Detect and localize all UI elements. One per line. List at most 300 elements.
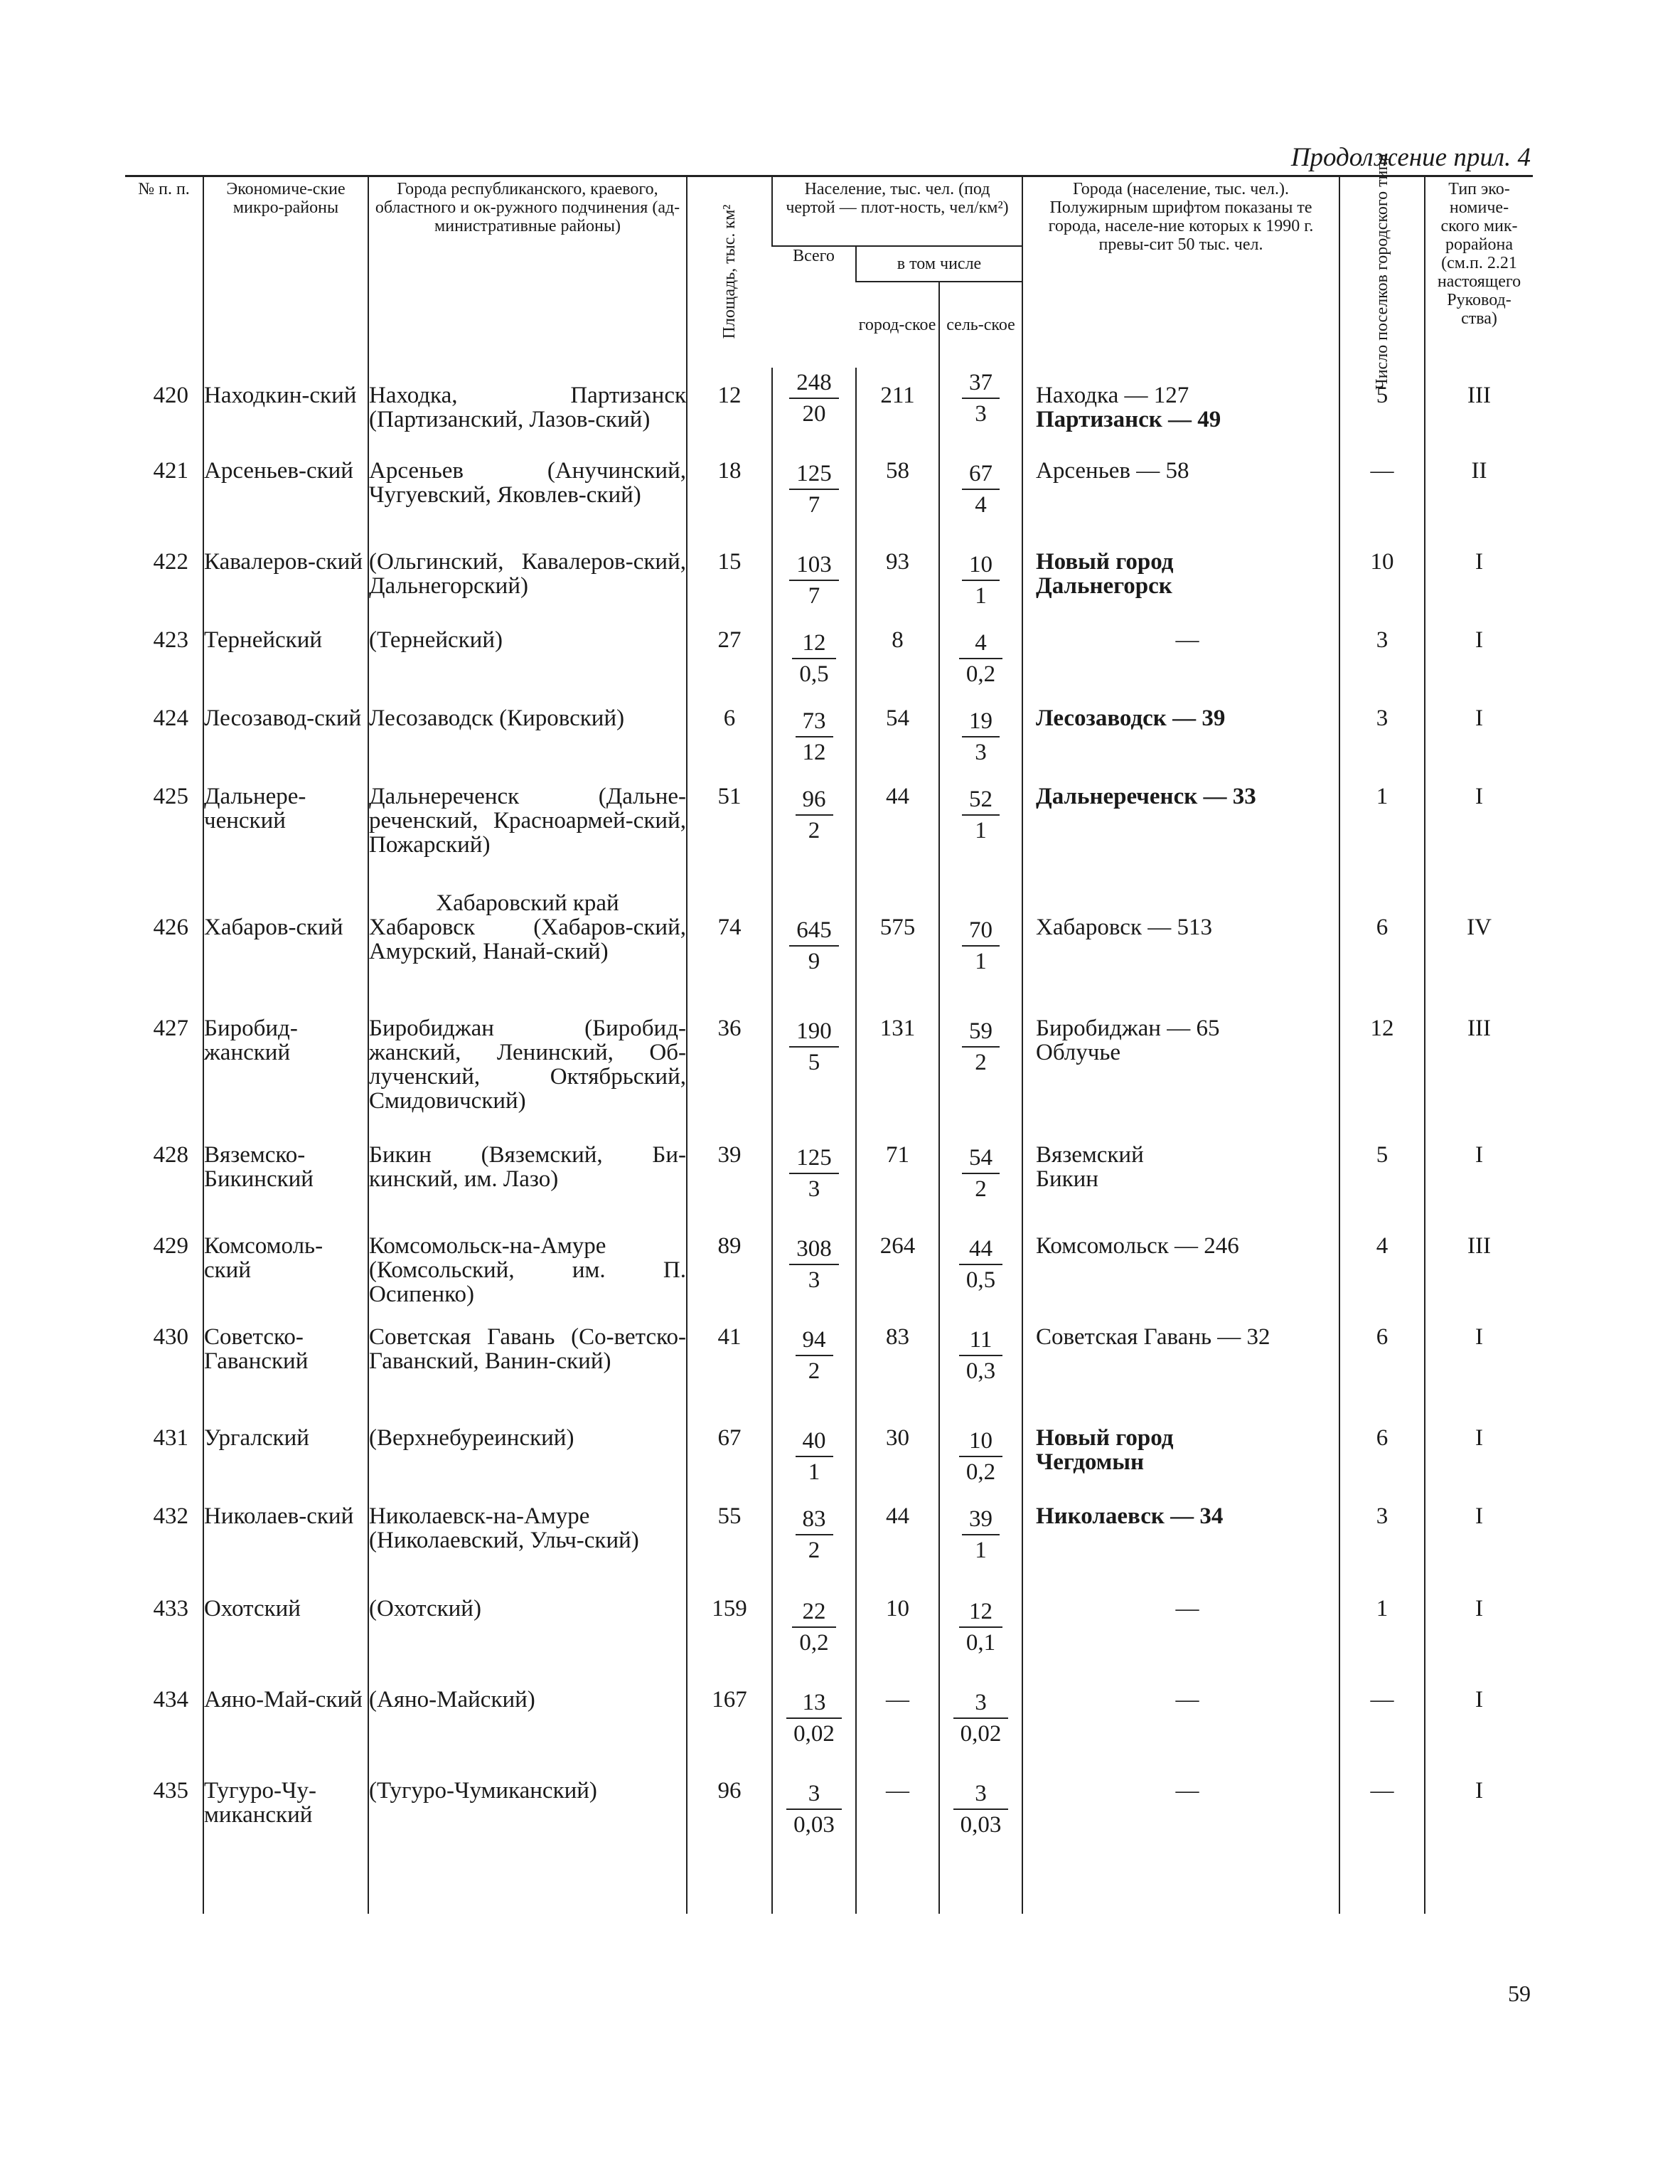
big-cities (1022, 1779, 1339, 1864)
population-total-fraction (789, 1016, 839, 1077)
population-total (772, 368, 856, 459)
settlements-count (1339, 1143, 1425, 1234)
settlements-text: 1 (1376, 1596, 1389, 1621)
population-total-fraction-numerator: 3 (786, 1779, 842, 1810)
type-text: I (1475, 1778, 1483, 1804)
area-text: 74 (717, 915, 742, 940)
population-total-fraction-numerator: 125 (789, 459, 839, 490)
area (687, 1688, 772, 1779)
population-total (772, 1597, 856, 1688)
row-number-text: 423 (153, 627, 188, 653)
area (687, 368, 772, 459)
area-text: 167 (712, 1687, 747, 1712)
big-city-line: Арсеньев — 58 (1036, 458, 1189, 484)
header-population: Население, тыс. чел. (под чертой — плот-ность, чел/км²) (772, 176, 1022, 247)
row-number (125, 1504, 203, 1597)
population-rural-fraction (962, 1016, 1000, 1077)
type-text: I (1475, 1503, 1483, 1529)
row-number-text: 425 (153, 784, 188, 809)
table-row (125, 1597, 1533, 1688)
population-total-fraction-numerator: 248 (789, 368, 839, 399)
big-city-line: — (1175, 627, 1199, 653)
population-rural-fraction (962, 550, 1000, 611)
population-rural-fraction-denominator: 0,03 (960, 1812, 1002, 1838)
population-rural-fraction-numerator: 37 (962, 368, 1000, 399)
settlements-text: 3 (1376, 705, 1389, 731)
population-rural-fraction-denominator: 0,1 (965, 1630, 996, 1656)
cities-districts (368, 550, 687, 628)
area-text: 15 (717, 549, 742, 575)
table-row (125, 1426, 1533, 1504)
header-rural: сель-ское (939, 282, 1022, 368)
population-total-fraction (796, 1426, 833, 1487)
table-row (125, 1688, 1533, 1779)
area (687, 1504, 772, 1597)
row-number-text: 430 (153, 1324, 188, 1350)
population-total (772, 1504, 856, 1597)
population-urban (856, 628, 939, 706)
big-city-line: Хабаровск — 513 (1036, 915, 1212, 940)
table-row (125, 784, 1533, 891)
type-text: IV (1467, 915, 1492, 940)
population-rural-fraction-numerator: 67 (962, 459, 1000, 490)
population-rural-fraction-numerator: 4 (959, 628, 1002, 659)
population-rural (939, 784, 1022, 891)
population-total (772, 915, 856, 1016)
table-row (125, 915, 1533, 1016)
settlements-count (1339, 459, 1425, 550)
header-micro: Экономиче-ские микро-районы (203, 176, 368, 368)
micro-region (203, 1779, 368, 1864)
micro-region (203, 706, 368, 784)
big-cities (1022, 1688, 1339, 1779)
header-type: Тип эко-номиче-ского мик-рорайона (см.п. 2.21 настоящего Руковод-ства) (1425, 176, 1533, 368)
type-text: III (1467, 383, 1491, 408)
population-urban-text: — (886, 1687, 909, 1712)
area (687, 784, 772, 891)
settlements-text: 12 (1370, 1016, 1394, 1041)
area-text: 6 (723, 705, 736, 731)
settlements-text: — (1370, 458, 1394, 484)
micro-region (203, 784, 368, 891)
population-total (772, 1325, 856, 1426)
big-city-line: Находка — 127 (1036, 383, 1189, 408)
population-urban (856, 1426, 939, 1504)
area (687, 1325, 772, 1426)
micro-region-type (1425, 1504, 1533, 1597)
population-urban (856, 706, 939, 784)
population-total-fraction-numerator: 12 (792, 628, 835, 659)
area (687, 915, 772, 1016)
micro-region-type (1425, 915, 1533, 1016)
row-number (125, 1143, 203, 1234)
micro-region-type (1425, 1016, 1533, 1143)
population-rural (939, 1325, 1022, 1426)
settlements-text: 6 (1376, 1425, 1389, 1451)
big-cities (1022, 1426, 1339, 1504)
big-cities (1022, 628, 1339, 706)
population-total-fraction-numerator: 94 (796, 1325, 833, 1356)
row-number-text: 435 (153, 1778, 188, 1804)
big-city-line: Дальнереченск — 33 (1036, 784, 1256, 809)
population-total-fraction (789, 459, 839, 520)
area (687, 628, 772, 706)
settlements-count (1339, 1688, 1425, 1779)
population-rural-fraction-denominator: 1 (975, 818, 987, 843)
area (687, 459, 772, 550)
population-total-fraction (789, 368, 839, 429)
big-cities (1022, 368, 1339, 459)
population-total-fraction-denominator: 7 (808, 583, 820, 609)
population-total-fraction-denominator: 0,02 (793, 1721, 835, 1747)
settlements-text: 5 (1376, 383, 1389, 408)
area (687, 706, 772, 784)
big-city-line-2: Дальнегорск (1036, 573, 1172, 599)
cities-districts (368, 1504, 687, 1597)
big-cities (1022, 1143, 1339, 1234)
row-number-text: 431 (153, 1425, 188, 1451)
page-number: 59 (1508, 1981, 1531, 2006)
cities-districts (368, 1597, 687, 1688)
population-urban (856, 1016, 939, 1143)
big-cities (1022, 1504, 1339, 1597)
table-row (125, 1504, 1533, 1597)
big-city-line: Комсомольск — 246 (1036, 1233, 1239, 1259)
area-text: 51 (717, 784, 742, 809)
population-urban-text: 8 (892, 627, 904, 653)
table-row (125, 628, 1533, 706)
population-total-fraction-denominator: 9 (808, 949, 820, 974)
header-area: Площадь, тыс. км² (687, 176, 772, 368)
big-city-line: — (1175, 1778, 1199, 1804)
population-total-fraction (796, 784, 833, 846)
micro-region (203, 1597, 368, 1688)
population-rural (939, 1426, 1022, 1504)
population-rural-fraction-denominator: 4 (975, 492, 987, 518)
area-text: 41 (717, 1324, 742, 1350)
big-cities (1022, 1325, 1339, 1426)
micro-region-text: Тугуро-Чу-миканский (204, 1778, 316, 1828)
table-row (125, 550, 1533, 628)
cities-districts (368, 1688, 687, 1779)
row-number-text: 427 (153, 1016, 188, 1041)
big-city-line: — (1175, 1596, 1199, 1621)
population-rural-fraction (962, 459, 1000, 520)
settlements-count (1339, 784, 1425, 891)
big-city-line-2: Бикин (1036, 1166, 1098, 1192)
population-urban (856, 1688, 939, 1779)
population-urban-text: 264 (879, 1233, 916, 1259)
population-total-fraction-numerator: 22 (792, 1597, 835, 1628)
micro-region-text: Кавалеров-ский (204, 549, 363, 575)
area-text: 27 (717, 627, 742, 653)
micro-region (203, 915, 368, 1016)
population-rural (939, 459, 1022, 550)
population-total-fraction-numerator: 125 (789, 1143, 839, 1174)
micro-region (203, 550, 368, 628)
row-number (125, 368, 203, 459)
row-number-text: 422 (153, 549, 188, 575)
cities-text: Бикин (Вяземский, Би-кинский, им. Лазо) (369, 1142, 686, 1192)
population-rural-fraction-numerator: 11 (959, 1325, 1002, 1356)
population-urban (856, 550, 939, 628)
row-number (125, 1426, 203, 1504)
big-cities (1022, 459, 1339, 550)
population-rural-fraction-numerator: 44 (959, 1234, 1002, 1265)
area-text: 89 (717, 1233, 742, 1259)
settlements-text: 3 (1376, 1503, 1389, 1529)
cities-text: Комсомольск-на-Амуре (Комсольский, им. П. Осипенко) (369, 1233, 686, 1307)
settlements-count (1339, 1504, 1425, 1597)
cities-text: Биробиджан (Биробид-жанский, Ленинский, Об-лученский, Октябрьский, Смидовичский) (369, 1016, 686, 1114)
population-rural-fraction-numerator: 10 (959, 1426, 1002, 1457)
population-rural-fraction (953, 1779, 1009, 1840)
row-number (125, 784, 203, 891)
big-city-line: Лесозаводск — 39 (1036, 705, 1226, 731)
population-total-fraction-numerator: 73 (796, 706, 833, 737)
population-rural (939, 368, 1022, 459)
population-rural (939, 706, 1022, 784)
population-rural-fraction-denominator: 0,3 (965, 1358, 996, 1384)
settlements-count (1339, 1325, 1425, 1426)
population-rural-fraction (962, 784, 1000, 846)
micro-region (203, 1325, 368, 1426)
micro-region-type (1425, 1426, 1533, 1504)
micro-region (203, 1688, 368, 1779)
settlements-text: 4 (1376, 1233, 1389, 1259)
population-total (772, 706, 856, 784)
population-total-fraction (789, 550, 839, 611)
cities-districts (368, 1016, 687, 1143)
cities-districts (368, 1325, 687, 1426)
population-total-fraction-denominator: 0,2 (799, 1630, 829, 1656)
row-number (125, 628, 203, 706)
row-number (125, 1688, 203, 1779)
settlements-text: 6 (1376, 915, 1389, 940)
settlements-text: — (1370, 1687, 1394, 1712)
population-rural-fraction (953, 1688, 1009, 1749)
population-rural-fraction-numerator: 19 (962, 706, 1000, 737)
area (687, 1426, 772, 1504)
header-total: Всего (772, 246, 856, 368)
population-urban-text: 131 (879, 1016, 916, 1041)
population-urban-text: 71 (886, 1142, 909, 1168)
population-total-fraction (792, 1597, 835, 1658)
micro-region-text: Арсеньев-ский (204, 458, 353, 484)
population-urban (856, 1234, 939, 1325)
population-rural-fraction-denominator: 1 (975, 1538, 987, 1563)
micro-region-text: Аяно-Май-ский (204, 1687, 363, 1712)
cities-districts (368, 459, 687, 550)
population-total-fraction-denominator: 20 (802, 401, 826, 427)
population-urban-text: 83 (886, 1324, 909, 1350)
cities-text: Хабаровск (Хабаров-ский, Амурский, Нанай-ский) (369, 915, 686, 964)
cities-text: Находка, Партизанск (Партизанский, Лазов-ский) (369, 383, 686, 432)
population-total-fraction (789, 915, 839, 976)
type-text: I (1475, 549, 1483, 575)
micro-region-text: Вяземско-Бикинский (204, 1142, 314, 1192)
population-rural (939, 1143, 1022, 1234)
cities-districts (368, 1143, 687, 1234)
big-city-line-2: Чегдомын (1036, 1449, 1145, 1475)
population-rural-fraction-numerator: 3 (953, 1779, 1009, 1810)
micro-region-text: Советско-Гаванский (204, 1324, 309, 1374)
micro-region-text: Биробид-жанский (204, 1016, 298, 1065)
population-urban (856, 1143, 939, 1234)
table-row (125, 459, 1533, 550)
row-number (125, 1597, 203, 1688)
row-number (125, 915, 203, 1016)
population-total-fraction-numerator: 190 (789, 1016, 839, 1048)
big-cities (1022, 1234, 1339, 1325)
population-total-fraction-denominator: 2 (808, 818, 820, 843)
micro-region-text: Дальнере-ченский (204, 784, 306, 833)
population-total-fraction (789, 1143, 839, 1204)
population-rural-fraction-denominator: 0,2 (965, 1459, 996, 1485)
population-rural (939, 1779, 1022, 1864)
micro-region-type (1425, 550, 1533, 628)
cities-districts (368, 915, 687, 1016)
row-number (125, 1016, 203, 1143)
population-urban (856, 368, 939, 459)
row-number-text: 429 (153, 1233, 188, 1259)
population-rural (939, 915, 1022, 1016)
big-city-line: Вяземский (1036, 1142, 1144, 1168)
area-text: 55 (717, 1503, 742, 1529)
population-rural (939, 1016, 1022, 1143)
type-text: I (1475, 627, 1483, 653)
micro-region-type (1425, 1779, 1533, 1864)
cities-text: (Ольгинский, Кавалеров-ский, Дальнегорский) (369, 549, 686, 599)
population-total-fraction (786, 1688, 842, 1749)
cities-text: Николаевск-на-Амуре (Николаевский, Ульч-ский) (369, 1503, 639, 1553)
population-rural-fraction-denominator: 2 (975, 1050, 987, 1075)
population-rural-fraction-denominator: 3 (975, 740, 987, 765)
row-number-text: 424 (153, 705, 188, 731)
micro-region-type (1425, 784, 1533, 891)
micro-region-type (1425, 459, 1533, 550)
type-text: I (1475, 705, 1483, 731)
population-rural-fraction-numerator: 70 (962, 915, 1000, 947)
row-number (125, 706, 203, 784)
population-total-fraction (796, 1504, 833, 1565)
cities-text: (Охотский) (369, 1596, 481, 1621)
micro-region (203, 628, 368, 706)
micro-region (203, 1143, 368, 1234)
population-total (772, 628, 856, 706)
area (687, 1779, 772, 1864)
population-total-fraction (796, 706, 833, 767)
row-number (125, 1325, 203, 1426)
population-total-fraction-denominator: 3 (808, 1176, 820, 1202)
population-urban (856, 1325, 939, 1426)
micro-region-type (1425, 1597, 1533, 1688)
big-cities (1022, 1597, 1339, 1688)
settlements-count (1339, 628, 1425, 706)
population-total-fraction-denominator: 0,03 (793, 1812, 835, 1838)
population-rural-fraction-numerator: 12 (959, 1597, 1002, 1628)
big-city-line-2: Облучье (1036, 1040, 1121, 1065)
area-text: 18 (717, 458, 742, 484)
table-row (125, 1234, 1533, 1325)
population-total-fraction (786, 1779, 842, 1840)
row-number-text: 433 (153, 1596, 188, 1621)
population-total (772, 1016, 856, 1143)
cities-text: (Тугуро-Чумиканский) (369, 1778, 597, 1804)
cities-text: Дальнереченск (Дальне-реченский, Красноармей-ский, Пожарский) (369, 784, 686, 858)
table-row (125, 1779, 1533, 1864)
type-text: I (1475, 1324, 1483, 1350)
population-rural (939, 1234, 1022, 1325)
big-cities (1022, 550, 1339, 628)
type-text: I (1475, 1596, 1483, 1621)
population-rural-fraction-numerator: 52 (962, 784, 1000, 816)
header-cities: Города республиканского, краевого, областного и ок-ружного подчинения (ад-министративные районы) (368, 176, 687, 368)
population-rural (939, 628, 1022, 706)
row-number-text: 428 (153, 1142, 188, 1168)
population-rural-fraction (962, 368, 1000, 429)
cities-text: (Тернейский) (369, 627, 503, 653)
population-urban-text: 93 (886, 549, 909, 575)
settlements-count (1339, 1779, 1425, 1864)
population-total (772, 1688, 856, 1779)
population-total-fraction-numerator: 103 (789, 550, 839, 581)
row-number (125, 459, 203, 550)
cities-districts (368, 784, 687, 891)
cities-districts (368, 1234, 687, 1325)
area (687, 550, 772, 628)
row-number (125, 550, 203, 628)
population-rural-fraction-denominator: 1 (975, 583, 987, 609)
table-row (125, 706, 1533, 784)
population-urban-text: 58 (886, 458, 909, 484)
micro-region (203, 1426, 368, 1504)
page-caption: Продолжение прил. 4 (1290, 143, 1531, 172)
cities-districts (368, 706, 687, 784)
population-rural (939, 1504, 1022, 1597)
micro-region-type (1425, 368, 1533, 459)
population-total-fraction-numerator: 645 (789, 915, 839, 947)
big-cities (1022, 784, 1339, 891)
settlements-count (1339, 1234, 1425, 1325)
area-text: 12 (717, 383, 742, 408)
population-total (772, 1234, 856, 1325)
table-row (125, 1143, 1533, 1234)
cities-text: Лесозаводск (Кировский) (369, 705, 625, 731)
cities-districts (368, 1779, 687, 1864)
population-total-fraction-denominator: 7 (808, 492, 820, 518)
population-urban (856, 459, 939, 550)
settlements-count (1339, 706, 1425, 784)
population-rural-fraction (962, 1504, 1000, 1565)
row-number-text: 421 (153, 458, 188, 484)
population-urban-text: 575 (879, 915, 916, 940)
population-rural-fraction (959, 1325, 1002, 1386)
population-urban-text: — (886, 1778, 909, 1804)
population-rural-fraction-denominator: 0,02 (960, 1721, 1002, 1747)
cities-text: Советская Гавань (Со-ветско-Гаванский, Ванин-ский) (369, 1324, 686, 1374)
table-row (125, 1016, 1533, 1143)
area-text: 39 (717, 1142, 742, 1168)
population-total-fraction-denominator: 2 (808, 1358, 820, 1384)
population-urban-text: 211 (880, 383, 915, 408)
population-rural-fraction-numerator: 3 (953, 1688, 1009, 1719)
table-row (125, 368, 1533, 459)
micro-region (203, 1504, 368, 1597)
cities-text: (Верхнебуреинский) (369, 1425, 574, 1451)
area-text: 36 (717, 1016, 742, 1041)
micro-region-text: Николаев-ский (204, 1503, 354, 1529)
